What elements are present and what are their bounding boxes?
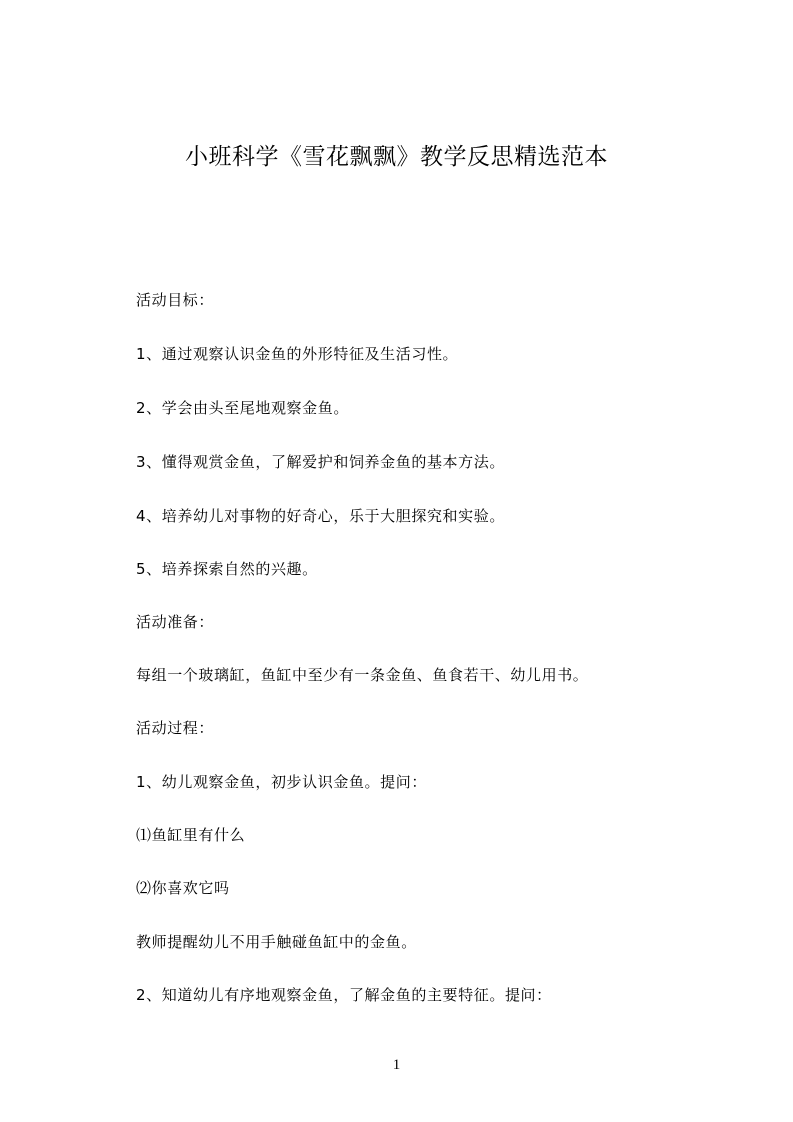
section-heading-process: 活动过程：: [136, 719, 215, 737]
process-question-2: ⑵你喜欢它吗: [136, 879, 230, 897]
teacher-reminder: 教师提醒幼儿不用手触碰鱼缸中的金鱼。: [136, 933, 417, 951]
page-number: 1: [392, 1057, 401, 1073]
section-heading-preparation: 活动准备：: [136, 613, 215, 631]
section-heading-objectives: 活动目标：: [136, 291, 215, 309]
objective-item-3: 3、懂得观赏金鱼，了解爱护和饲养金鱼的基本方法。: [136, 453, 505, 471]
objective-item-1: 1、通过观察认识金鱼的外形特征及生活习性。: [136, 345, 459, 363]
process-step-1: 1、幼儿观察金鱼，初步认识金鱼。提问：: [136, 773, 427, 791]
process-step-2: 2、知道幼儿有序地观察金鱼，了解金鱼的主要特征。提问：: [136, 986, 552, 1004]
preparation-text: 每组一个玻璃缸，鱼缸中至少有一条金鱼、鱼食若干、幼儿用书。: [136, 666, 589, 684]
document-title: 小班科学《雪花飘飘》教学反思精选范本: [185, 144, 608, 170]
objective-item-5: 5、培养探索自然的兴趣。: [136, 560, 318, 578]
process-question-1: ⑴鱼缸里有什么: [136, 826, 246, 844]
objective-item-4: 4、培养幼儿对事物的好奇心，乐于大胆探究和实验。: [136, 507, 505, 525]
objective-item-2: 2、学会由头至尾地观察金鱼。: [136, 399, 349, 417]
